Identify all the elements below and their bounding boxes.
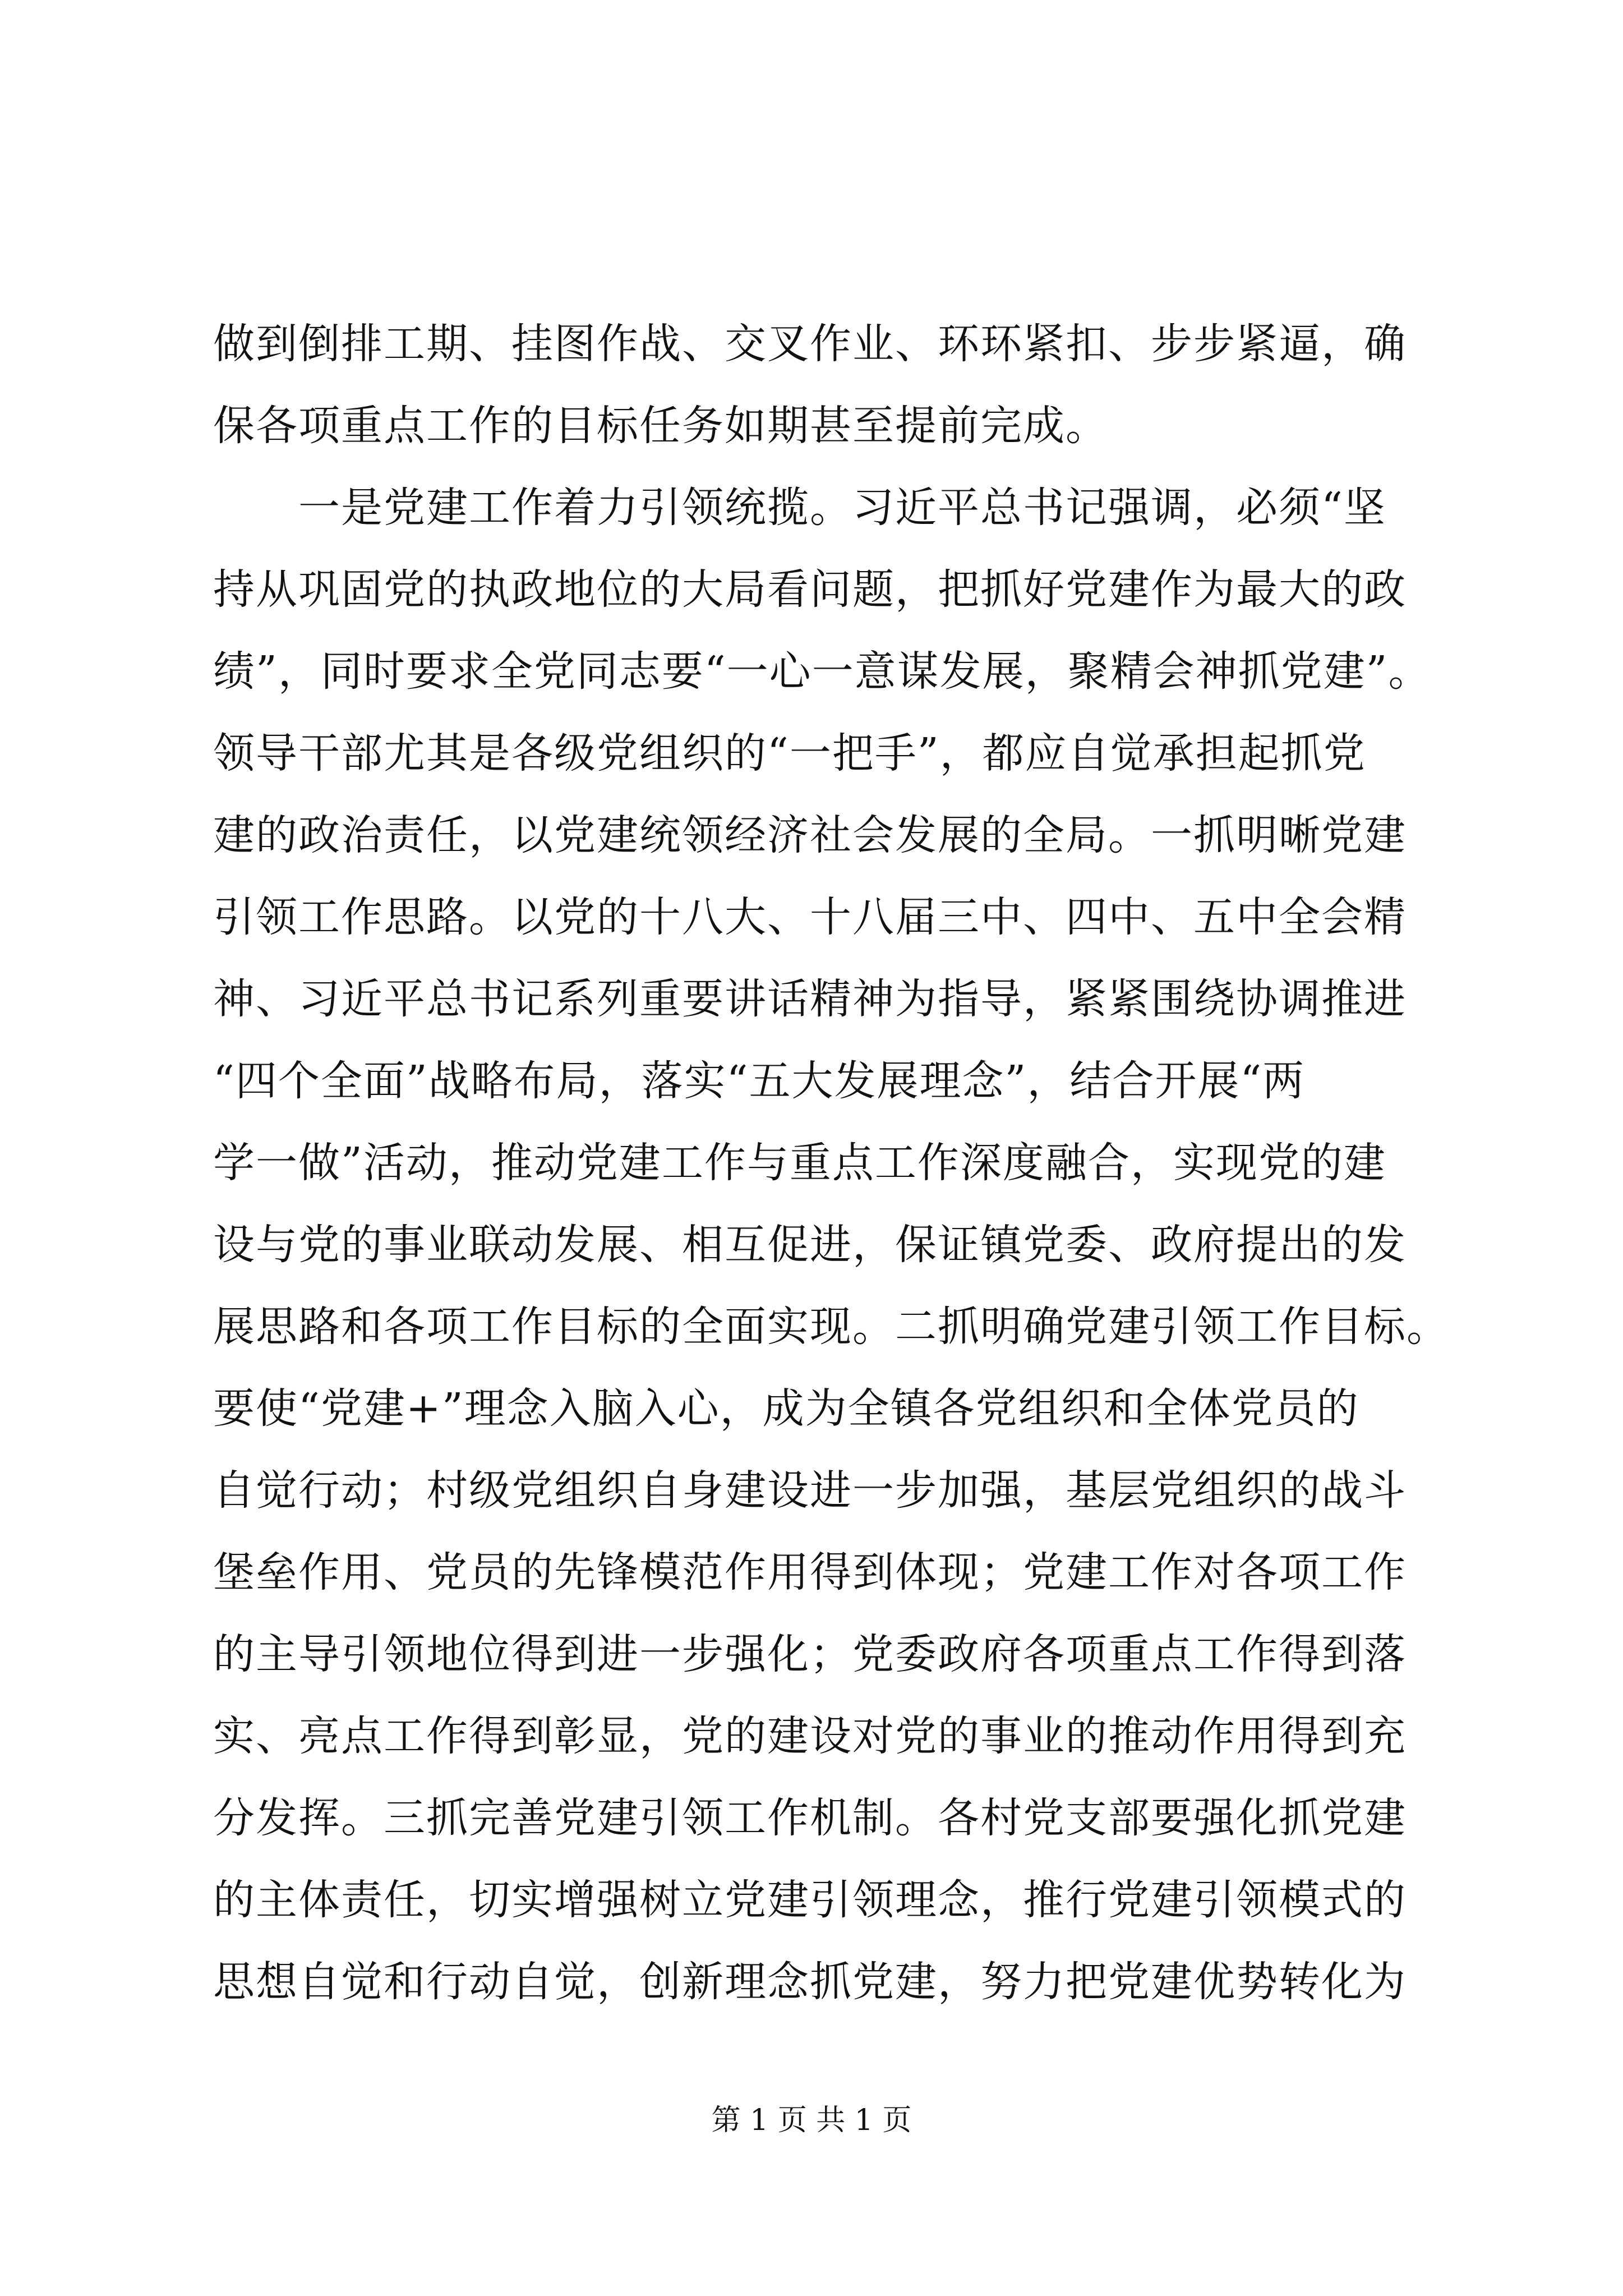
text-line: 神、习近平总书记系列重要讲话精神为指导，紧紧围绕协调推进 xyxy=(213,975,1407,1023)
text-line: 自觉行动；村级党组织自身建设进一步加强，基层党组织的战斗 xyxy=(213,1466,1407,1515)
text-line: 持从巩固党的执政地位的大局看问题，把抓好党建作为最大的政 xyxy=(213,565,1407,614)
text-line: 要使“党建+”理念入脑入心，成为全镇各党组织和全体党员的 xyxy=(213,1384,1359,1433)
body-text xyxy=(213,303,1469,2023)
text-line: 保各项重点工作的目标任务如期甚至提前完成。 xyxy=(213,402,1108,450)
text-line: “四个全面”战略布局，落实“五大发展理念”，结合开展“两 xyxy=(213,1057,1306,1105)
text-line: 的主导引领地位得到进一步强化；党委政府各项重点工作得到落 xyxy=(213,1630,1407,1678)
text-line: 实、亮点工作得到彰显，党的建设对党的事业的推动作用得到充 xyxy=(213,1712,1407,1760)
text-line: 一是党建工作着力引领统揽。习近平总书记强调，必须“坚 xyxy=(213,484,1386,532)
text-line: 引领工作思路。以党的十八大、十八届三中、四中、五中全会精 xyxy=(213,893,1407,941)
text-line: 领导干部尤其是各级党组织的“一把手”，都应自觉承担起抓党 xyxy=(213,729,1366,777)
text-line: 分发挥。三抓完善党建引领工作机制。各村党支部要强化抓党建 xyxy=(213,1794,1407,1842)
text-line: 学一做”活动，推动党建工作与重点工作深度融合，实现党的建 xyxy=(213,1139,1386,1187)
text-line: 展思路和各项工作目标的全面实现。二抓明确党建引领工作目标。 xyxy=(213,1303,1449,1351)
text-line: 建的政治责任，以党建统领经济社会发展的全局。一抓明晰党建 xyxy=(213,811,1407,859)
page-footer: 第 1 页 共 1 页 xyxy=(711,2104,912,2137)
text-line: 思想自觉和行动自觉，创新理念抓党建，努力把党建优势转化为 xyxy=(213,1958,1407,2006)
text-line: 设与党的事业联动发展、相互促进，保证镇党委、政府提出的发 xyxy=(213,1221,1407,1269)
text-line: 的主体责任，切实增强树立党建引领理念，推行党建引领模式的 xyxy=(213,1876,1407,1924)
text-line: 做到倒排工期、挂图作战、交叉作业、环环紧扣、步步紧逼，确 xyxy=(213,320,1407,368)
text-line: 堡垒作用、党员的先锋模范作用得到体现；党建工作对各项工作 xyxy=(213,1548,1407,1596)
text-line: 绩”，同时要求全党同志要“一心一意谋发展，聚精会神抓党建”。 xyxy=(213,647,1431,696)
